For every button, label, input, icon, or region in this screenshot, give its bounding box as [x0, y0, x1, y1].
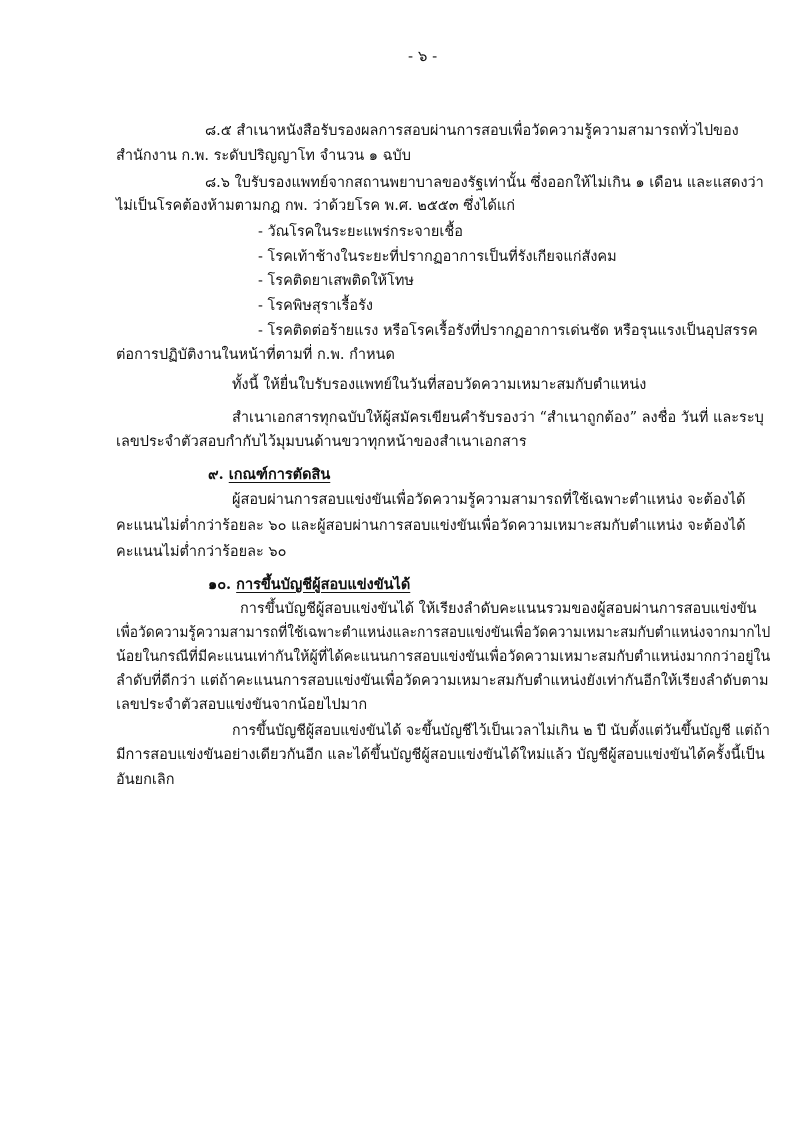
section-10-title: การขึ้นบัญชีผู้สอบแข่งขันได้: [236, 576, 411, 593]
disease-item: - โรคติดต่อร้ายแรง หรือโรคเรื้อรังที่ปรากฏอาการเด่นชัด หรือรุนแรงเป็นอุปสรรค: [258, 323, 758, 339]
section-10-paragraph-2-line: มีการสอบแข่งขันอย่างเดียวกันอีก และได้ขึ้นบัญชีผู้สอบแข่งขันได้ใหม่แล้ว บัญชีผู้สอบแข่งขันได้ครั้งนี้เป็น: [116, 747, 765, 763]
item-8-5-line-1: ๘.๕ สำเนาหนังสือรับรองผลการสอบผ่านการสอบเพื่อวัดความรู้ความสามารถทั่วไปของ: [205, 123, 739, 139]
section-10-paragraph-1-line: การขึ้นบัญชีผู้สอบแข่งขันได้ ให้เรียงลำดับคะแนนรวมของผู้สอบผ่านการสอบแข่งขัน: [240, 601, 757, 617]
section-9-title: เกณฑ์การตัดสิน: [228, 466, 331, 483]
item-8-6-line-2: ไม่เป็นโรคต้องห้ามตามกฎ กพ. ว่าด้วยโรค พ.ศ. ๒๕๕๓ ซึ่งได้แก่: [116, 198, 516, 214]
section-10-paragraph-1-line: ลำดับที่ดีกว่า แต่ถ้าคะแนนการสอบแข่งขันเพื่อวัดความเหมาะสมกับตำแหน่งยังเท่ากันอีกให้เรียงลำดับตาม: [116, 673, 769, 689]
disease-item: - วัณโรคในระยะแพร่กระจายเชื้อ: [258, 224, 463, 240]
section-10-paragraph-2-line: การขึ้นบัญชีผู้สอบแข่งขันได้ จะขึ้นบัญชีไว้เป็นเวลาไม่เกิน ๒ ปี นับตั้งแต่วันขึ้นบัญชี แต่ถ้า: [232, 723, 770, 739]
disease-item-continuation: ต่อการปฏิบัติงานในหน้าที่ตามที่ ก.พ. กำหนด: [116, 347, 395, 363]
section-9-line: คะแนนไม่ต่ำกว่าร้อยละ ๖๐ และผู้สอบผ่านการสอบแข่งขันเพื่อวัดความเหมาะสมกับตำแหน่ง จะต้องได้: [116, 518, 746, 534]
item-8-6-line-1: ๘.๖ ใบรับรองแพทย์จากสถานพยาบาลของรัฐเท่านั้น ซึ่งออกให้ไม่เกิน ๑ เดือน และแสดงว่า: [205, 175, 764, 191]
section-10-paragraph-2-line: อันยกเลิก: [116, 772, 175, 788]
disease-item: - โรคเท้าช้างในระยะที่ปรากฏอาการเป็นที่รังเกียจแก่สังคม: [258, 249, 617, 265]
item-8-5-line-2: สำนักงาน ก.พ. ระดับปริญญาโท จำนวน ๑ ฉบับ: [116, 148, 411, 164]
section-9-line: ผู้สอบผ่านการสอบแข่งขันเพื่อวัดความรู้ความสามารถที่ใช้เฉพาะตำแหน่ง จะต้องได้: [232, 492, 746, 508]
page-number: - ๖ -: [408, 47, 438, 65]
section-10-paragraph-1-line: น้อยในกรณีที่มีคะแนนเท่ากันให้ผู้ที่ได้คะแนนการสอบแข่งขันเพื่อวัดความเหมาะสมกับตำแหน่งมากกว่าอยู่ใน: [116, 649, 771, 665]
section-10-heading: [208, 575, 410, 595]
disease-item: - โรคพิษสุราเรื้อรัง: [258, 298, 374, 314]
section-10-paragraph-1-line: เลขประจำตัวสอบแข่งขันจากน้อยไปมาก: [116, 697, 368, 713]
section-10-paragraph-1-line: เพื่อวัดความรู้ความสามารถที่ใช้เฉพาะตำแหน่งและการสอบแข่งขันเพื่อวัดความเหมาะสมกับตำแหน่งจากมากไป: [116, 625, 771, 641]
disease-item: - โรคติดยาเสพติดให้โทษ: [258, 273, 414, 289]
section-9-number: ๙.: [208, 466, 224, 483]
medical-certificate-note: ทั้งนี้ ให้ยื่นใบรับรองแพทย์ในวันที่สอบวัดความเหมาะสมกับตำแหน่ง: [232, 377, 647, 393]
copy-note-line-1: สำเนาเอกสารทุกฉบับให้ผู้สมัครเขียนคำรับรองว่า “สำเนาถูกต้อง” ลงชื่อ วันที่ และระบุ: [232, 410, 764, 426]
copy-note-line-2: เลขประจำตัวสอบกำกับไว้มุมบนด้านขวาทุกหน้าของสำเนาเอกสาร: [116, 434, 527, 450]
section-10-number: ๑๐.: [208, 576, 232, 593]
section-9-heading: [208, 465, 330, 485]
section-9-line: คะแนนไม่ต่ำกว่าร้อยละ ๖๐: [116, 544, 287, 560]
